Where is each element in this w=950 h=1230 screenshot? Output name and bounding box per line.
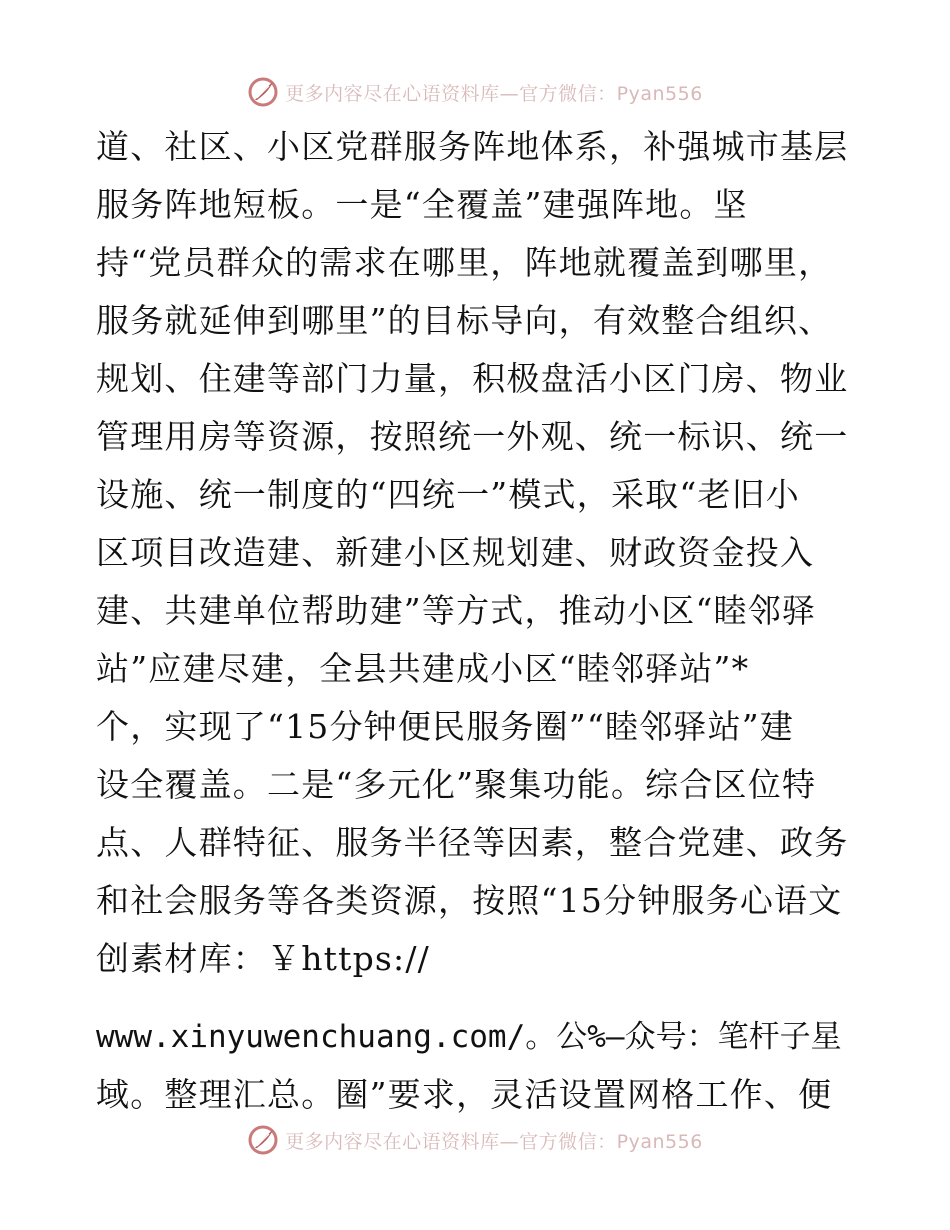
text-line: 规划、住建等部门力量，积极盘活小区门房、物业 [96,359,849,398]
text-line: 创素材库：￥https:// [96,939,430,978]
quill-logo-icon [247,1124,279,1156]
footer-banner [0,1118,950,1162]
text-line: 建、共建单位帮助建”等方式，推动小区“睦邻驿 [96,591,817,630]
text-line: 设施、统一制度的“四统一”模式，采取“老旧小 [96,475,801,514]
text-line: 和社会服务等各类资源，按照“15分钟服务心语文 [96,881,843,920]
text-line: 持“党员群众的需求在哪里，阵地就覆盖到哪里， [96,243,833,282]
text-line: 管理用房等资源，按照统一外观、统一标识、统一 [96,417,849,456]
header-banner-text: 更多内容尽在心语资料库—官方微信：Pyan556 [285,82,703,105]
text-line: 域。整理汇总。圈”要求，灵活设置网格工作、便 [96,1075,833,1114]
text-line-url: www.xinyuwenchuang.com/。公%—众号：笔杆子星 [96,1019,842,1055]
document-body [96,118,876,1124]
quill-logo-icon [247,76,279,108]
text-line: 个，实现了“15分钟便民服务圈”“睦邻驿站”建 [96,707,795,746]
text-line: 道、社区、小区党群服务阵地体系，补强城市基层 [96,127,849,166]
text-line: 点、人群特征、服务半径等因素，整合党建、政务 [96,823,849,862]
footer-banner-text: 更多内容尽在心语资料库—官方微信：Pyan556 [285,1130,703,1153]
text-line: 区项目改造建、新建小区规划建、财政资金投入 [96,533,815,572]
text-line: 站”应建尽建，全县共建成小区“睦邻驿站”* [96,649,750,688]
text-line: 设全覆盖。二是“多元化”聚集功能。综合区位特 [96,765,817,804]
header-banner [0,70,950,114]
text-line: 服务阵地短板。一是“全覆盖”建强阵地。坚 [96,185,748,224]
text-line: 服务就延伸到哪里”的目标导向，有效整合组织、 [96,301,833,340]
